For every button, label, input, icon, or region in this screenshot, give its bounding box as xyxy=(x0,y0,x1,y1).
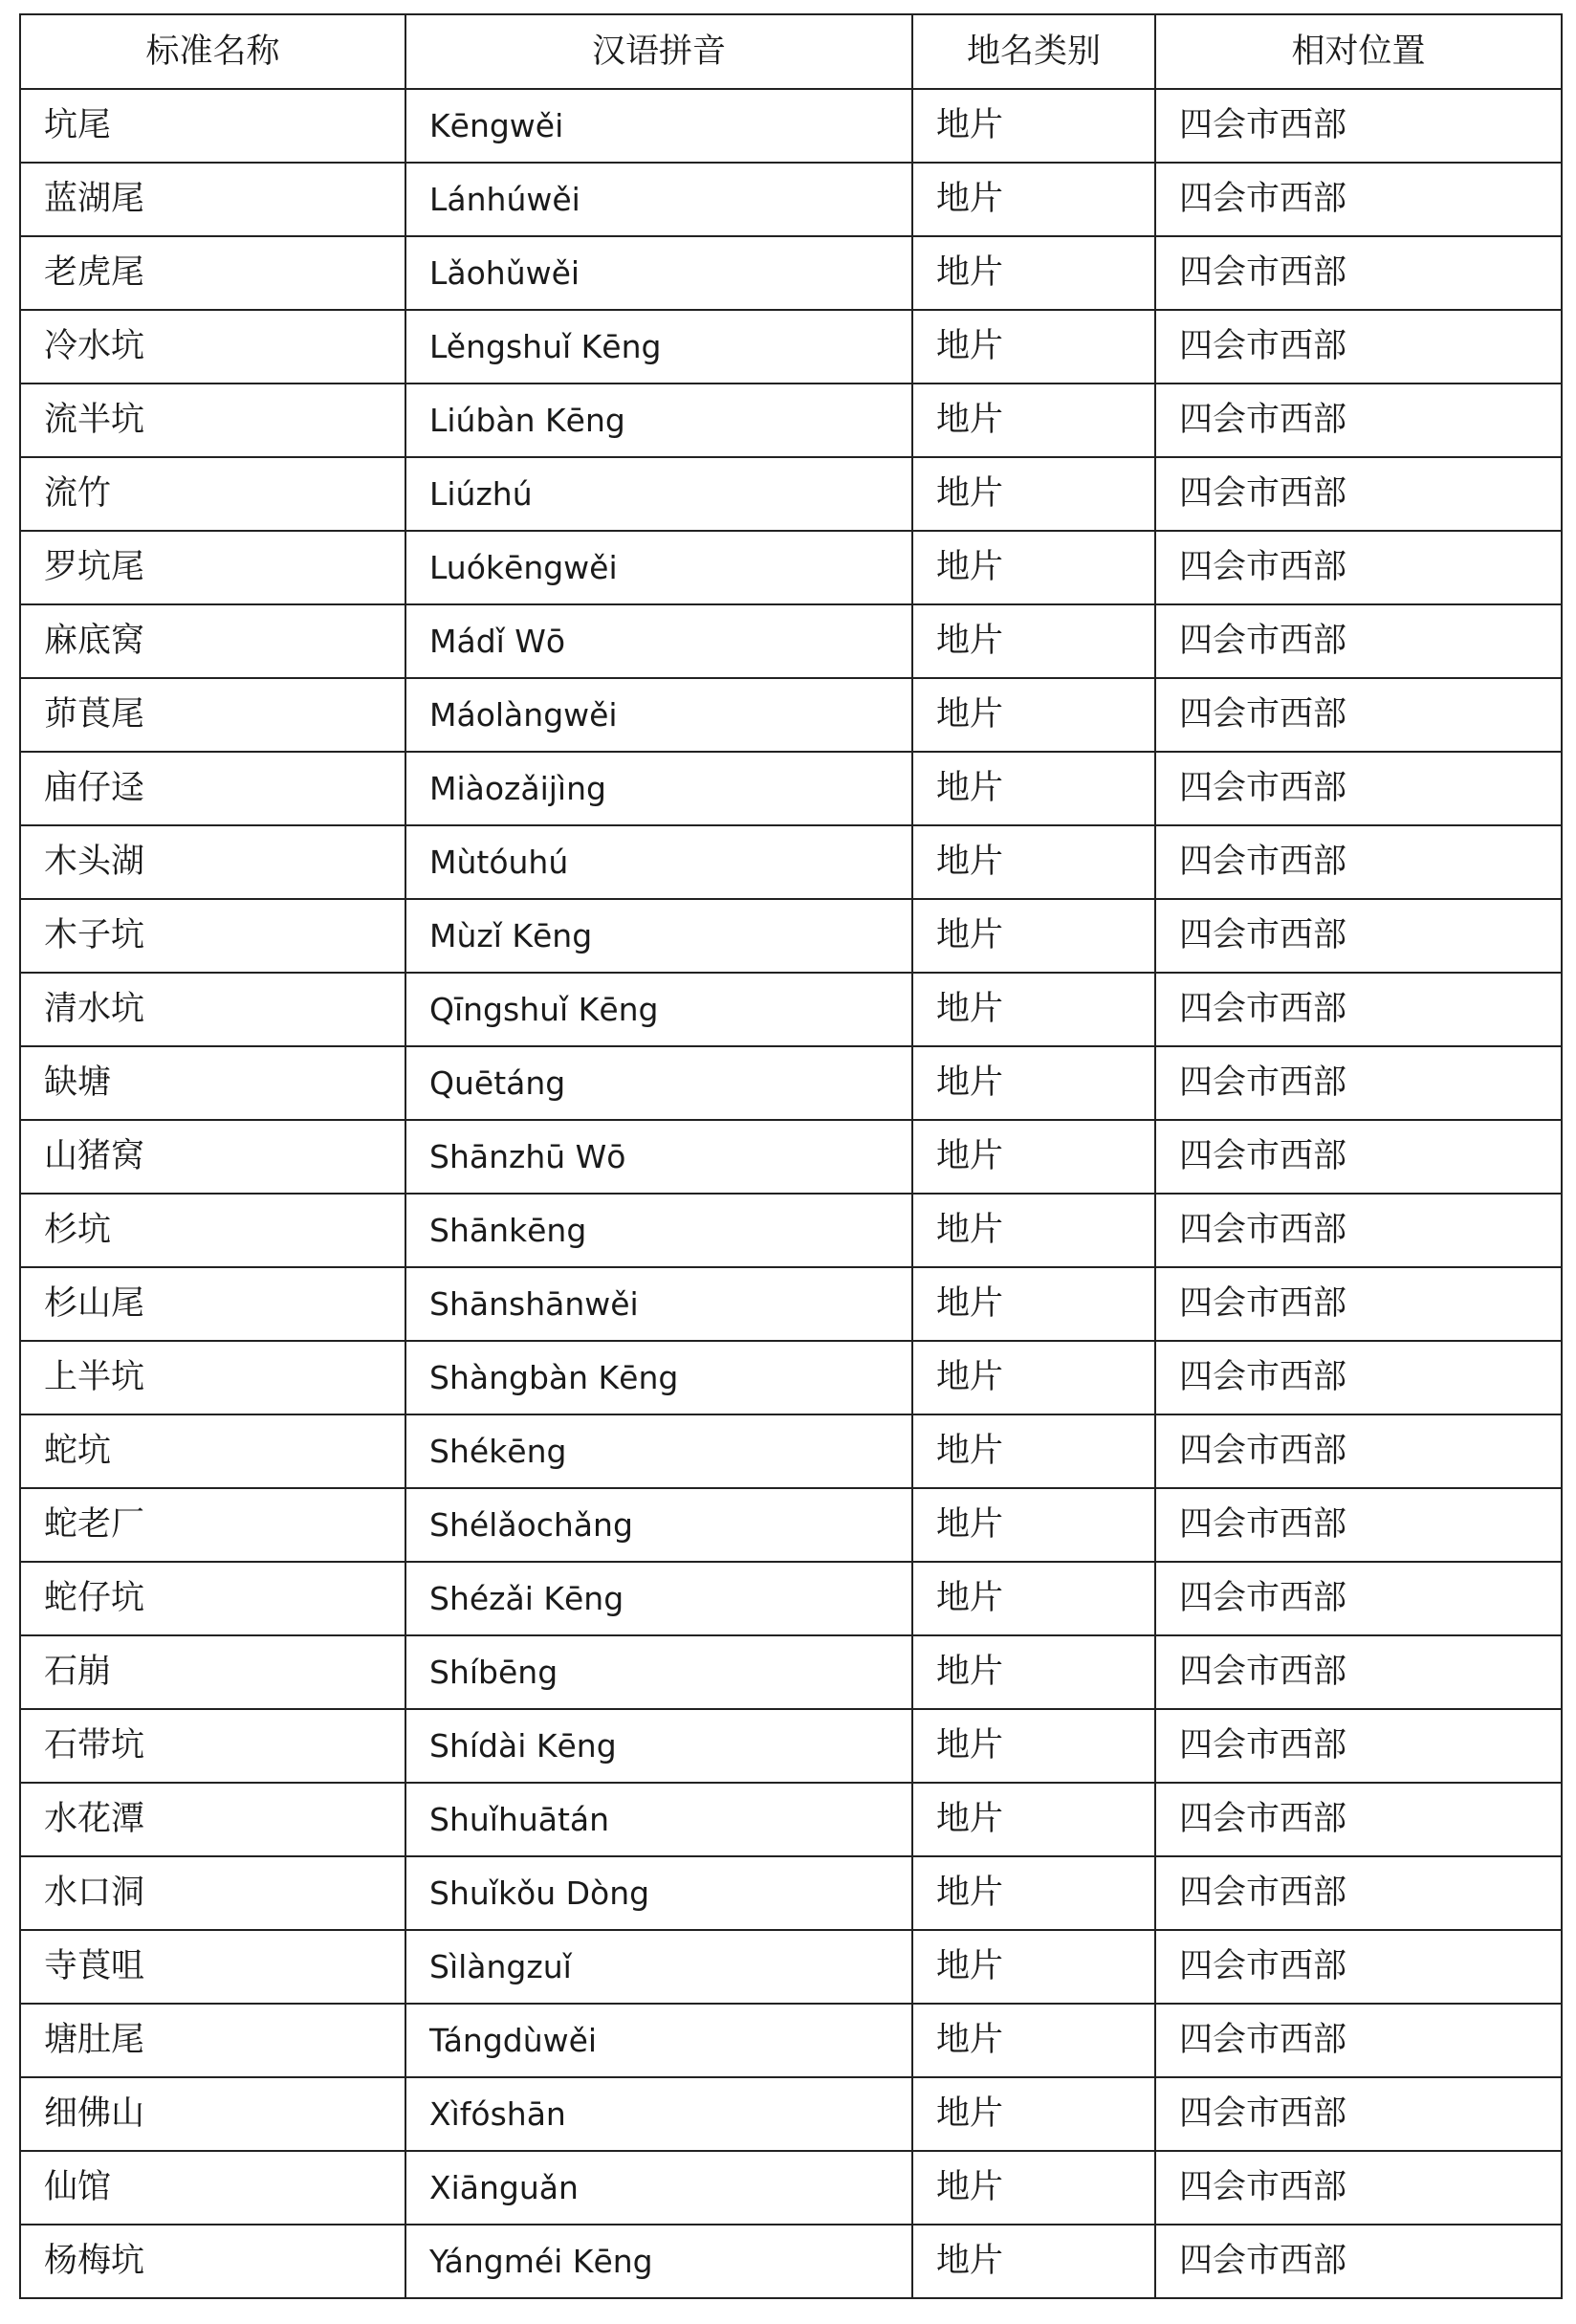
table-row xyxy=(20,2004,1562,2077)
pinyin-cell: Shàngbàn Kēng xyxy=(405,1341,912,1414)
table-row xyxy=(20,1341,1562,1414)
category-cell: 地片 xyxy=(912,1709,1155,1783)
table-row xyxy=(20,1046,1562,1120)
table-row xyxy=(20,1194,1562,1267)
pinyin-cell: Lěngshuǐ Kēng xyxy=(405,310,912,384)
relative-location-cell: 四会市西部 xyxy=(1155,1341,1562,1414)
relative-location-cell: 四会市西部 xyxy=(1155,1488,1562,1562)
standard-name-cell: 麻底窝 xyxy=(20,604,405,678)
relative-location-cell: 四会市西部 xyxy=(1155,2077,1562,2151)
category-cell: 地片 xyxy=(912,1488,1155,1562)
pinyin-cell: Shíbēng xyxy=(405,1635,912,1709)
pinyin-cell: Yángméi Kēng xyxy=(405,2225,912,2298)
header-standard-name: 标准名称 xyxy=(20,14,405,89)
standard-name-cell: 石崩 xyxy=(20,1635,405,1709)
pinyin-cell: Tángdùwěi xyxy=(405,2004,912,2077)
relative-location-cell: 四会市西部 xyxy=(1155,236,1562,310)
pinyin-cell: Qīngshuǐ Kēng xyxy=(405,973,912,1046)
category-cell: 地片 xyxy=(912,1414,1155,1488)
relative-location-cell: 四会市西部 xyxy=(1155,899,1562,973)
table-row xyxy=(20,310,1562,384)
standard-name-cell: 水口洞 xyxy=(20,1856,405,1930)
table-row xyxy=(20,89,1562,163)
table-row xyxy=(20,1120,1562,1194)
relative-location-cell: 四会市西部 xyxy=(1155,604,1562,678)
category-cell: 地片 xyxy=(912,1562,1155,1635)
pinyin-cell: Sìlàngzuǐ xyxy=(405,1930,912,2004)
category-cell: 地片 xyxy=(912,2004,1155,2077)
pinyin-cell: Lǎohǔwěi xyxy=(405,236,912,310)
relative-location-cell: 四会市西部 xyxy=(1155,1783,1562,1856)
table-row xyxy=(20,1709,1562,1783)
pinyin-cell: Xiānguǎn xyxy=(405,2151,912,2225)
table-row xyxy=(20,163,1562,236)
standard-name-cell: 杨梅坑 xyxy=(20,2225,405,2298)
category-cell: 地片 xyxy=(912,2225,1155,2298)
pinyin-cell: Mùtóuhú xyxy=(405,825,912,899)
table-row xyxy=(20,678,1562,752)
standard-name-cell: 山猪窝 xyxy=(20,1120,405,1194)
category-cell: 地片 xyxy=(912,604,1155,678)
category-cell: 地片 xyxy=(912,1267,1155,1341)
table-body xyxy=(20,89,1562,2298)
relative-location-cell: 四会市西部 xyxy=(1155,89,1562,163)
table-header xyxy=(20,14,1562,89)
table-row xyxy=(20,236,1562,310)
category-cell: 地片 xyxy=(912,310,1155,384)
standard-name-cell: 蛇老厂 xyxy=(20,1488,405,1562)
standard-name-cell: 茆莨尾 xyxy=(20,678,405,752)
category-cell: 地片 xyxy=(912,2077,1155,2151)
header-category: 地名类别 xyxy=(912,14,1155,89)
category-cell: 地片 xyxy=(912,1635,1155,1709)
pinyin-cell: Shézǎi Kēng xyxy=(405,1562,912,1635)
table-row xyxy=(20,1930,1562,2004)
table-row xyxy=(20,1488,1562,1562)
standard-name-cell: 冷水坑 xyxy=(20,310,405,384)
table-row xyxy=(20,604,1562,678)
category-cell: 地片 xyxy=(912,89,1155,163)
standard-name-cell: 缺塘 xyxy=(20,1046,405,1120)
category-cell: 地片 xyxy=(912,1783,1155,1856)
relative-location-cell: 四会市西部 xyxy=(1155,2004,1562,2077)
relative-location-cell: 四会市西部 xyxy=(1155,678,1562,752)
standard-name-cell: 细佛山 xyxy=(20,2077,405,2151)
table-row xyxy=(20,1414,1562,1488)
relative-location-cell: 四会市西部 xyxy=(1155,1120,1562,1194)
relative-location-cell: 四会市西部 xyxy=(1155,825,1562,899)
standard-name-cell: 罗坑尾 xyxy=(20,531,405,604)
relative-location-cell: 四会市西部 xyxy=(1155,531,1562,604)
relative-location-cell: 四会市西部 xyxy=(1155,457,1562,531)
standard-name-cell: 塘肚尾 xyxy=(20,2004,405,2077)
standard-name-cell: 水花潭 xyxy=(20,1783,405,1856)
pinyin-cell: Mádǐ Wō xyxy=(405,604,912,678)
pinyin-cell: Shékēng xyxy=(405,1414,912,1488)
relative-location-cell: 四会市西部 xyxy=(1155,1046,1562,1120)
table-row xyxy=(20,1783,1562,1856)
category-cell: 地片 xyxy=(912,1194,1155,1267)
place-name-table-container xyxy=(19,13,1563,2299)
standard-name-cell: 流半坑 xyxy=(20,384,405,457)
table-row xyxy=(20,1856,1562,1930)
pinyin-cell: Shānkēng xyxy=(405,1194,912,1267)
standard-name-cell: 杉山尾 xyxy=(20,1267,405,1341)
pinyin-cell: Shídài Kēng xyxy=(405,1709,912,1783)
pinyin-cell: Luókēngwěi xyxy=(405,531,912,604)
category-cell: 地片 xyxy=(912,1856,1155,1930)
place-name-table xyxy=(19,13,1563,2299)
table-row xyxy=(20,1267,1562,1341)
relative-location-cell: 四会市西部 xyxy=(1155,1709,1562,1783)
category-cell: 地片 xyxy=(912,457,1155,531)
pinyin-cell: Máolàngwěi xyxy=(405,678,912,752)
header-pinyin: 汉语拼音 xyxy=(405,14,912,89)
relative-location-cell: 四会市西部 xyxy=(1155,752,1562,825)
table-row xyxy=(20,899,1562,973)
relative-location-cell: 四会市西部 xyxy=(1155,1635,1562,1709)
table-row xyxy=(20,2225,1562,2298)
table-row xyxy=(20,531,1562,604)
pinyin-cell: Mùzǐ Kēng xyxy=(405,899,912,973)
category-cell: 地片 xyxy=(912,2151,1155,2225)
pinyin-cell: Shuǐhuātán xyxy=(405,1783,912,1856)
relative-location-cell: 四会市西部 xyxy=(1155,163,1562,236)
pinyin-cell: Shānshānwěi xyxy=(405,1267,912,1341)
table-row xyxy=(20,2151,1562,2225)
standard-name-cell: 坑尾 xyxy=(20,89,405,163)
category-cell: 地片 xyxy=(912,236,1155,310)
pinyin-cell: Lánhúwěi xyxy=(405,163,912,236)
pinyin-cell: Shānzhū Wō xyxy=(405,1120,912,1194)
relative-location-cell: 四会市西部 xyxy=(1155,1856,1562,1930)
pinyin-cell: Kēngwěi xyxy=(405,89,912,163)
relative-location-cell: 四会市西部 xyxy=(1155,1414,1562,1488)
category-cell: 地片 xyxy=(912,1341,1155,1414)
table-row xyxy=(20,973,1562,1046)
pinyin-cell: Quētáng xyxy=(405,1046,912,1120)
category-cell: 地片 xyxy=(912,899,1155,973)
standard-name-cell: 寺莨咀 xyxy=(20,1930,405,2004)
relative-location-cell: 四会市西部 xyxy=(1155,1562,1562,1635)
standard-name-cell: 庙仔迳 xyxy=(20,752,405,825)
category-cell: 地片 xyxy=(912,163,1155,236)
standard-name-cell: 蛇仔坑 xyxy=(20,1562,405,1635)
pinyin-cell: Xìfóshān xyxy=(405,2077,912,2151)
table-row xyxy=(20,752,1562,825)
pinyin-cell: Liúzhú xyxy=(405,457,912,531)
table-row xyxy=(20,457,1562,531)
category-cell: 地片 xyxy=(912,1120,1155,1194)
relative-location-cell: 四会市西部 xyxy=(1155,1194,1562,1267)
category-cell: 地片 xyxy=(912,1046,1155,1120)
standard-name-cell: 蓝湖尾 xyxy=(20,163,405,236)
category-cell: 地片 xyxy=(912,973,1155,1046)
header-relative-location: 相对位置 xyxy=(1155,14,1562,89)
standard-name-cell: 老虎尾 xyxy=(20,236,405,310)
category-cell: 地片 xyxy=(912,531,1155,604)
standard-name-cell: 清水坑 xyxy=(20,973,405,1046)
pinyin-cell: Liúbàn Kēng xyxy=(405,384,912,457)
standard-name-cell: 流竹 xyxy=(20,457,405,531)
header-row xyxy=(20,14,1562,89)
standard-name-cell: 木头湖 xyxy=(20,825,405,899)
category-cell: 地片 xyxy=(912,678,1155,752)
standard-name-cell: 蛇坑 xyxy=(20,1414,405,1488)
table-row xyxy=(20,384,1562,457)
relative-location-cell: 四会市西部 xyxy=(1155,1930,1562,2004)
pinyin-cell: Shuǐkǒu Dòng xyxy=(405,1856,912,1930)
category-cell: 地片 xyxy=(912,825,1155,899)
table-row xyxy=(20,2077,1562,2151)
standard-name-cell: 仙馆 xyxy=(20,2151,405,2225)
relative-location-cell: 四会市西部 xyxy=(1155,1267,1562,1341)
standard-name-cell: 杉坑 xyxy=(20,1194,405,1267)
table-row xyxy=(20,1635,1562,1709)
category-cell: 地片 xyxy=(912,752,1155,825)
category-cell: 地片 xyxy=(912,1930,1155,2004)
table-row xyxy=(20,825,1562,899)
relative-location-cell: 四会市西部 xyxy=(1155,973,1562,1046)
standard-name-cell: 木子坑 xyxy=(20,899,405,973)
standard-name-cell: 上半坑 xyxy=(20,1341,405,1414)
standard-name-cell: 石带坑 xyxy=(20,1709,405,1783)
table-row xyxy=(20,1562,1562,1635)
pinyin-cell: Miàozǎijìng xyxy=(405,752,912,825)
relative-location-cell: 四会市西部 xyxy=(1155,2151,1562,2225)
category-cell: 地片 xyxy=(912,384,1155,457)
relative-location-cell: 四会市西部 xyxy=(1155,310,1562,384)
relative-location-cell: 四会市西部 xyxy=(1155,384,1562,457)
pinyin-cell: Shélǎochǎng xyxy=(405,1488,912,1562)
relative-location-cell: 四会市西部 xyxy=(1155,2225,1562,2298)
